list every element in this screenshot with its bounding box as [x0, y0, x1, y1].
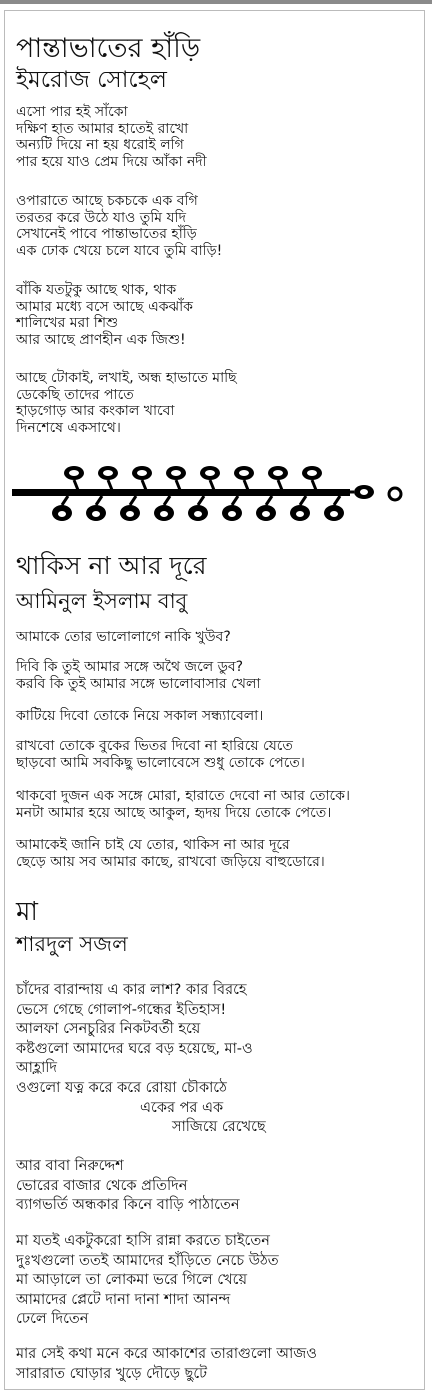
- verse-line: দক্ষিণ হাত আমার হাতেই রাখো: [16, 120, 189, 137]
- verse-line: আলফা সেনচুরির নিকটবর্তী হয়ে: [16, 1021, 201, 1038]
- verse-line: ডেকেছি তাদের পাতে: [16, 386, 134, 403]
- poem-1-title: পান্তাভাতের হাঁড়ি: [16, 33, 201, 64]
- poem-2-title: থাকিস না আর দূরে: [16, 551, 207, 580]
- leaf-branch-ornament: [12, 458, 412, 534]
- poem-2-stanza-1: [16, 629, 231, 646]
- poem-1-stanza-4: [16, 370, 237, 436]
- verse-line: তরতর করে উঠে যাও তুমি যদি: [16, 209, 186, 226]
- poem-2-author: আমিনুল ইসলাম বাবু: [16, 589, 188, 613]
- verse-line: আমার মধ্যে বসে আছে একঝাঁক: [16, 298, 193, 315]
- verse-line: একের পর এক: [140, 1099, 224, 1116]
- verse-line: আহ্লাদি: [16, 1060, 58, 1077]
- verse-line: অন্যটি দিয়ে না হয় ধরোই লগি: [16, 137, 184, 153]
- verse-line: আর বাবা নিরুদ্দেশ: [16, 1158, 124, 1174]
- verse-line: সারারাত ঘোড়ার খুড়ে দৌড়ে ছুটে: [16, 1365, 208, 1382]
- verse-line: মা আড়ালে তা লোকমা ভরে গিলে খেয়ে: [16, 1272, 248, 1289]
- verse-line: মার সেই কথা মনে করে আকাশের তারাগুলো আজও: [16, 1346, 317, 1362]
- verse-line: করবি কি তুই আমার সঙ্গে ভালোবাসার খেলা: [16, 675, 261, 692]
- verse-line: চাঁদের বারান্দায় এ কার লাশ? কার বিরহে: [16, 982, 247, 998]
- verse-line: সেখানেই পাবে পান্তাভাতের হাঁড়ি: [16, 226, 197, 242]
- poem-3-stanza-4: [16, 1345, 317, 1384]
- verse-line: মা যতই একটুকরো হাসি রান্না করতে চাইতেন: [16, 1233, 270, 1249]
- verse-line: কষ্টগুলো আমাদের ঘরে বড় হয়েছে, মা-ও: [16, 1040, 253, 1057]
- poem-1-stanza-2: [16, 193, 222, 259]
- verse-line: থাকবো দুজন এক সঙ্গে মোরা, হারাতে দেবো না আর তোকে।: [16, 788, 350, 804]
- poem-1-author: ইমরোজ সোহেল: [16, 67, 167, 93]
- verse-line: ভোরের বাজার থেকে প্রতিদিন: [16, 1177, 188, 1194]
- verse-line: এক ঢোক খেয়ে চলে যাবে তুমি বাড়ি!: [16, 242, 223, 259]
- poem-3-stanza-2: [16, 1157, 240, 1216]
- verse-line: ব্যাগভর্তি অন্ধকার কিনে বাড়ি পাঠাতেন: [16, 1197, 240, 1214]
- verse-line: শালিখের মরা শিশু: [16, 315, 119, 331]
- verse-line: বাঁকি যতটুকু আছে থাক, থাক: [16, 282, 177, 298]
- poem-3-title: মা: [16, 897, 38, 927]
- verse-line: এসো পার হই সাঁকো: [16, 104, 128, 120]
- top-rule: [0, 0, 432, 4]
- verse-line: ঢেলে দিতেন: [16, 1311, 89, 1328]
- poem-3-stanza-1: [16, 981, 266, 1138]
- verse-line: ভেসে গেছে গোলাপ-গন্ধের ইতিহাস!: [16, 1001, 227, 1018]
- verse-line: আমাদের প্লেটে দানা দানা শাদা আনন্দ: [16, 1291, 231, 1308]
- poem-1-stanza-1: [16, 104, 207, 170]
- poem-2-stanza-3: [16, 708, 263, 725]
- verse-line: ওপারাতে আছে চকচকে এক বগি: [16, 193, 198, 209]
- poem-2-stanza-4: [16, 738, 305, 771]
- poem-2-stanza-6: [16, 837, 325, 870]
- verse-line: ছাড়বো আমি সবকিছু ভালোবেসে শুধু তোকে পেতে।: [16, 754, 305, 771]
- verse-line: দুঃখগুলো ততই আমাদের হাঁড়িতে নেচে উঠত: [16, 1252, 279, 1269]
- verse-line: দিনশেষে একসাথে।: [16, 419, 121, 436]
- poem-3-stanza-3: [16, 1232, 279, 1330]
- verse-line: মনটা আমার হয়ে আছে আকুল, হৃদয় দিয়ে তোকে পেতে।: [16, 804, 332, 821]
- verse-line: দিবি কি তুই আমার সঙ্গে অথৈ জলে ডুব?: [16, 659, 244, 675]
- verse-line: পার হয়ে যাও প্রেম দিয়ে আঁকা নদী: [16, 153, 207, 170]
- verse-line: সাজিয়ে রেখেছে: [172, 1119, 266, 1136]
- poem-2-stanza-5: [16, 788, 350, 821]
- verse-line: আমাকেই জানি চাই যে তোর, থাকিস না আর দূরে: [16, 837, 290, 853]
- verse-line: হাড়গোড় আর কংকাল খাবো: [16, 403, 175, 419]
- verse-line: রাখবো তোকে বুকের ভিতর দিবো না হারিয়ে যেতে: [16, 738, 293, 754]
- poem-2-stanza-2: [16, 659, 260, 692]
- verse-line: ওগুলো যত্ন করে করে রোয়া চৌকাঠে: [16, 1079, 227, 1096]
- verse-line: আর আছে প্রাণহীন এক জিশু!: [16, 331, 186, 348]
- verse-line: আমাকে তোর ভালোলাগে নাকি খুউব?: [16, 629, 231, 645]
- verse-line: কাটিয়ে দিবো তোকে নিয়ে সকাল সন্ধ্যাবেলা।: [16, 708, 264, 724]
- verse-line: ছেড়ে আয় সব আমার কাছে, রাখবো জড়িয়ে বাহুডোরে।: [16, 853, 325, 870]
- poem-1-stanza-3: [16, 282, 193, 348]
- poem-3-author: শারদুল সজল: [16, 932, 128, 956]
- verse-line: আছে টোকাই, লখাই, অন্ধ হাভাতে মাছি: [16, 370, 237, 386]
